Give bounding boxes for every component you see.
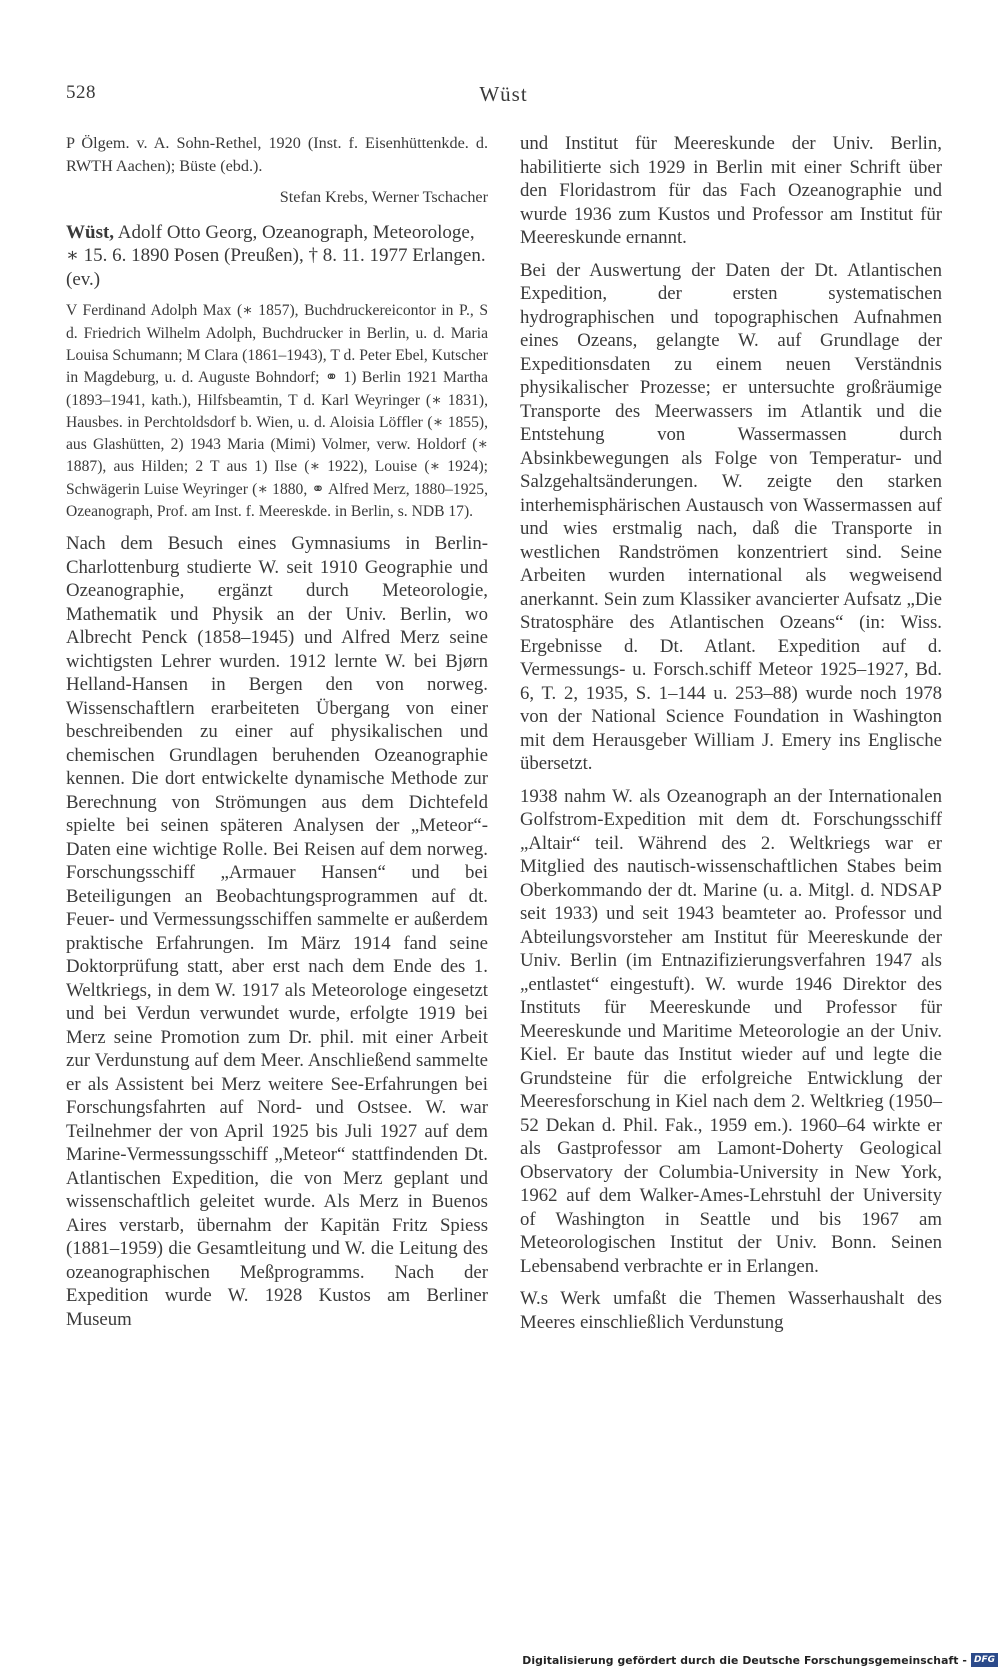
footer — [522, 1649, 998, 1671]
lemma-name: Wüst, — [66, 221, 115, 243]
entry-lemma — [66, 221, 488, 292]
left-column — [66, 132, 488, 1331]
right-column — [520, 132, 942, 1334]
body-paragraph: 1938 nahm W. als Ozeanograph an der Internationalen Golfstrom-Expedition mit dem dt. Forschungsschiff „Altair“ teil. Während des 2. Weltkriegs war er Mitglied des nautisch-wissenschaftlichen Stabes beim Oberkommando der dt. Marine (u. a. Mitgl. d. NDSAP seit 1933) und seit 1943 beamteter ao. Professor und Abteilungsvorsteher am Institut für Meereskunde der Univ. Berlin (im Entnazifizierungsverfahren 1947 als „entlastet“ eingestuft). W. wurde 1946 Direktor des Instituts für Meereskunde und Professor für Meereskunde und Maritime Meteorologie an der Univ. Kiel. Er baute das Institut wieder auf und legte die Grundsteine für die erfolgreiche Entwicklung der Meeresforschung in Kiel nach dem 2. Weltkrieg (1950–52 Dekan d. Phil. Fak., 1959 em.). 1960–64 wirkte er als Gastprofessor am Lamont-Doherty Geological Observatory der Columbia-University in New York, 1962 auf dem Walker-Ames-Lehrstuhl der University of Washington in Seattle und bis 1967 am Meteorologischen Institut der Univ. Bonn. Seinen Lebensabend verbrachte er in Erlangen. — [520, 785, 942, 1277]
lemma-details: Adolf Otto Georg, Ozeanograph, Meteorologe, ∗ 15. 6. 1890 Posen (Preußen), † 8. 11. 1977 Erlangen. (ev.) — [66, 221, 486, 290]
dfg-logo: DFG — [971, 1653, 998, 1667]
body-paragraph: Nach dem Besuch eines Gymnasiums in Berlin-Charlottenburg studierte W. seit 1910 Geographie und Ozeanographie, ergänzt durch Meteorologie, Mathematik und Physik an der Univ. Berlin, wo Albrecht Penck (1858–1945) und Alfred Merz seine wichtigsten Lehrer wurden. 1912 lernte W. bei Bjørn Helland-Hansen in Bergen den von norweg. Wissenschaftlern erarbeiteten Übergang von einer beschreibenden zu einer auf physikalischen und chemischen Grundlagen beruhenden Ozeanographie kennen. Die dort entwickelte dynamische Methode zur Berechnung von Strömungen aus dem Dichtefeld spielte bei seinen späteren Analysen der „Meteor“-Daten eine wichtige Rolle. Bei Reisen auf dem norweg. Forschungsschiff „Armauer Hansen“ und bei Beteiligungen an Beobachtungsprogrammen auf dt. Feuer- und Vermessungsschiffen sammelte er außerdem praktische Erfahrungen. Im März 1914 fand seine Doktorprüfung statt, aber erst nach dem Ende des 1. Weltkriegs, in dem W. 1917 als Meteorologe eingesetzt und bei Verdun verwundet wurde, erfolgte 1919 bei Merz seine Promotion zum Dr. phil. mit einer Arbeit zur Verdunstung auf dem Meer. Anschließend sammelte er als Assistent bei Merz weitere See-Erfahrungen bei Forschungsfahrten auf Nord- und Ostsee. W. war Teilnehmer der von April 1925 bis Juli 1927 auf dem Marine-Vermessungsschiff „Meteor“ stattfindenden Dt. Atlantischen Expedition, die von Merz geplant und wissenschaftlich geleitet wurde. Als Merz in Buenos Aires verstarb, übernahm der Kapitän Fritz Spiess (1881–1959) die Gesamtleitung und W. die Leitung des ozeanographischen Meßprogramms. Nach der Expedition wurde W. 1928 Kustos am Berliner Museum — [66, 533, 488, 1330]
body-paragraph: und Institut für Meereskunde der Univ. Berlin, habilitierte sich 1929 in Berlin mit einer Schrift über den Floridastrom für das Fach Ozeanographie und wurde 1936 zum Kustos und Professor am Institut für Meereskunde ernannt. — [520, 133, 942, 248]
genealogy-paragraph: V Ferdinand Adolph Max (∗ 1857), Buchdruckereicontor in P., S d. Friedrich Wilhelm Adolph, Buchdrucker in Berlin, u. d. Maria Louisa Schumann; M Clara (1861–1943), T d. Peter Ebel, Kutscher in Magdeburg, u. d. Auguste Bohndorf; ⚭ 1) Berlin 1921 Martha (1893–1941, kath.), Hilfsbeamtin, T d. Karl Weyringer (∗ 1831), Hausbes. in Perchtoldsdorf b. Wien, u. d. Aloisia Löffler (∗ 1855), aus Glashütten, 2) 1943 Maria (Mimi) Volmer, verw. Holdorf (∗ 1887), aus Hilden; 2 T aus 1) Ilse (∗ 1922), Louise (∗ 1924); Schwägerin Luise Weyringer (∗ 1880, ⚭ Alfred Merz, 1880–1925, Ozeanograph, Prof. am Inst. f. Meereskde. in Berlin, s. NDB 17). — [66, 302, 488, 520]
page-header — [66, 82, 941, 112]
running-head: Wüst — [479, 82, 528, 106]
previous-entry-tail: P Ölgem. v. A. Sohn-Rethel, 1920 (Inst. f. Eisenhüttenkde. d. RWTH Aachen); Büste (ebd.). — [66, 134, 488, 176]
body-paragraph: W.s Werk umfaßt die Themen Wasserhaushalt des Meeres einschließlich Verdunstung — [520, 1288, 942, 1333]
funding-note: Digitalisierung gefördert durch die Deutsche Forschungsgemeinschaft - — [522, 1653, 967, 1667]
previous-entry-authors: Stefan Krebs, Werner Tschacher — [279, 187, 488, 206]
body-paragraph: Bei der Auswertung der Daten der Dt. Atlantischen Expedition, der ersten systematischen hydrographischen und topographischen Aufnahmen eines Ozeans, gelangte W. auf Grundlage der Expeditionsdaten zu einem neuen Verständnis physikalischer Prozesse; er untersuchte großräumige Transporte des Meerwassers im Atlantik und die Entstehung von Wassermassen durch Absinkbewegungen als Folge von Temperatur- und Salzgehaltsänderungen. W. zeigte den starken interhemisphärischen Austausch von Wassermassen auf und wies erstmalig nach, daß die Transporte in westlichen Randströmen konzentriert sind. Seine Arbeiten wurden international als wegweisend anerkannt. Sein zum Klassiker avancierter Aufsatz „Die Stratosphäre des Atlantischen Ozeans“ (in: Wiss. Ergebnisse d. Dt. Atlant. Expedition auf d. Vermessungs- u. Forsch.schiff Meteor 1925–1927, Bd. 6, T. 2, 1935, S. 1–144 u. 253–88) wurde noch 1978 von der National Science Foundation in Washington mit dem Herausgeber William J. Emery ins Englische übersetzt. — [520, 259, 942, 774]
page-number: 528 — [66, 82, 96, 103]
